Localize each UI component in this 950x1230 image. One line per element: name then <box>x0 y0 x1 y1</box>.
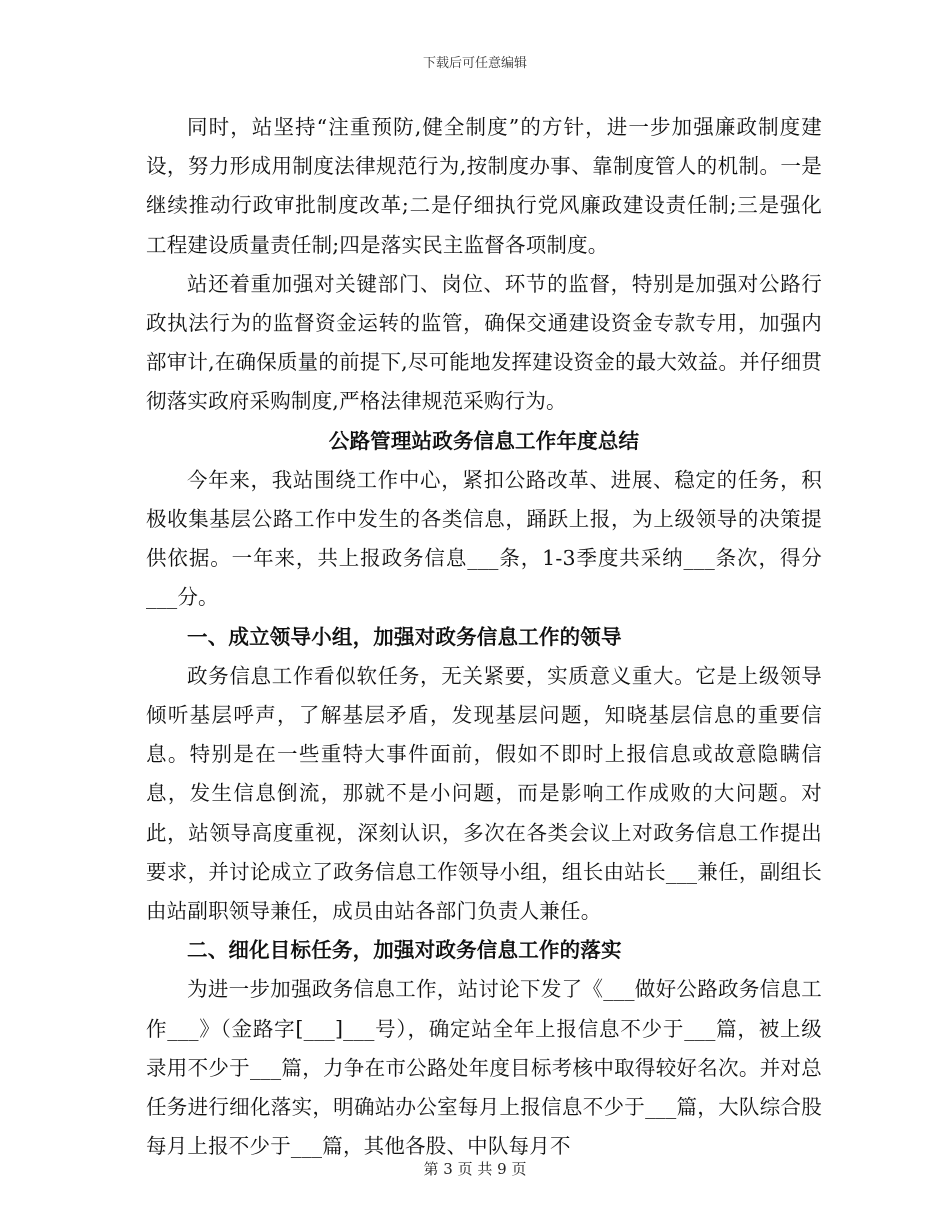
page-header: 下载后可任意编辑 <box>422 56 527 71</box>
paragraph-leadership: 政务信息工作看似软任务，无关紧要，实质意义重大。它是上级领导倾听基层呼声，了解基层矛盾，发现基层问题，知晓基层信息的重要信息。特别是在一些重特大事件面前，假如不即时上报信息或故意隐瞒信息，发生信息倒流，那就不是小问题，而是影响工作成败的大问题。对此，站领导高度重视，深刻认识，多次在各类会议上对政务信息工作提出要求，并讨论成立了政务信息工作领导小组，组长由站长___兼任，副组长由站副职领导兼任，成员由站各部门负责人兼任。 <box>146 663 822 924</box>
section-heading-leadership: 一、成立领导小组，加强对政务信息工作的领导 <box>187 624 622 649</box>
paragraph-targets: 为进一步加强政务信息工作，站讨论下发了《___做好公路政务信息工作___》（金路字[___]___号），确定站全年上报信息不少于___篇，被上级录用不少于___篇，力争在市公路处年度目标考核中取得较好名次。并对总任务进行细化落实，明确站办公室每月上报信息不少于___篇，大队综合股每月上报不少于___篇，其他各股、中队每月不 <box>146 977 822 1159</box>
page-number: 第 3 页 共 9 页 <box>423 1160 527 1178</box>
paragraph-key-supervision: 站还着重加强对关键部门、岗位、环节的监督，特别是加强对公路行政执法行为的监督资金运转的监管，确保交通建设资金专款专用，加强内部审计,在确保质量的前提下,尽可能地发挥建设资金的最大效益。并仔细贯彻落实政府采购制度,严格法律规范采购行为。 <box>146 271 822 414</box>
paragraph-intro-summary: 今年来，我站围绕工作中心，紧扣公路改革、进展、稳定的任务，积极收集基层公路工作中发生的各类信息，踊跃上报，为上级领导的决策提供依据。一年来，共上报政务信息___条，1-3季度共采纳___条次，得分___分。 <box>146 467 822 610</box>
paragraph-prevention-system: 同时，站坚持“注重预防,健全制度”的方针，进一步加强廉政制度建设，努力形成用制度法律规范行为,按制度办事、靠制度管人的机制。一是继续推动行政审批制度改革;二是仔细执行党风廉政建设责任制;三是强化工程建设质量责任制;四是落实民主监督各项制度。 <box>146 115 822 257</box>
section-heading-targets: 二、细化目标任务，加强对政务信息工作的落实 <box>187 938 622 963</box>
document-body <box>146 108 822 1166</box>
document-title: 公路管理站政务信息工作年度总结 <box>328 428 640 453</box>
